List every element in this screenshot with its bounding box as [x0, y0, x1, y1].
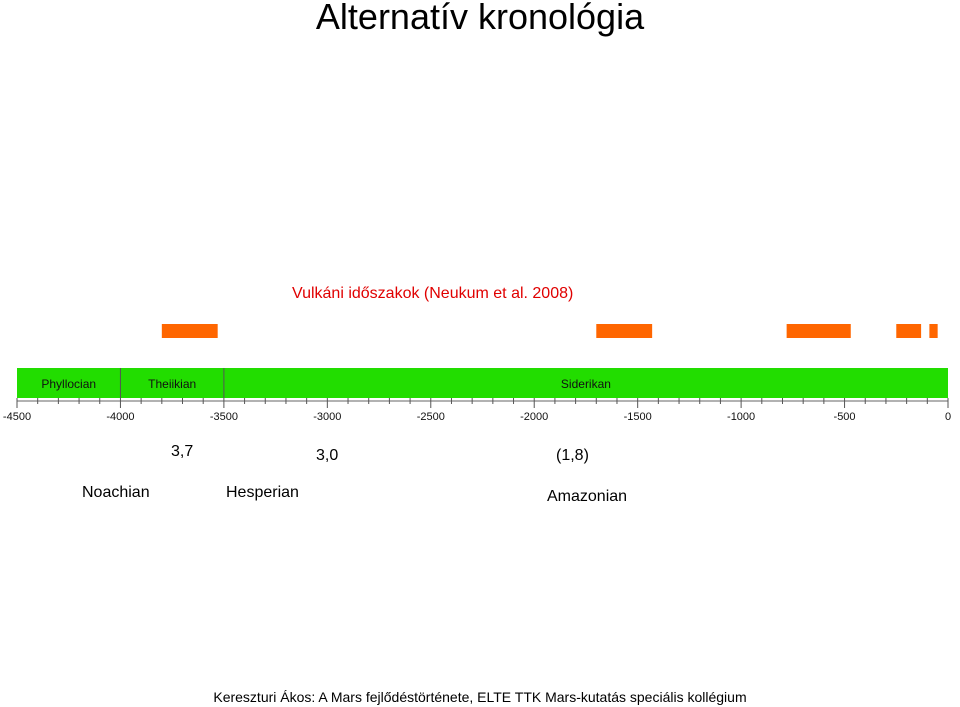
- era-timeline-bar: [17, 368, 948, 398]
- volcanic-periods-label: Vulkáni időszakok (Neukum et al. 2008): [292, 285, 574, 302]
- tick-label: -3500: [209, 411, 238, 423]
- era-label-theiikian: Theiikian: [148, 377, 197, 391]
- period-label-amazonian: Amazonian: [547, 488, 628, 505]
- boundary-label-3-7: 3,7: [171, 443, 194, 460]
- volcanic-period-4: [896, 324, 921, 338]
- tick-label: -1500: [623, 411, 652, 423]
- tick-label: -4500: [2, 411, 32, 423]
- period-label-noachian: Noachian: [82, 484, 150, 501]
- tick-label: -1000: [727, 411, 756, 423]
- volcanic-period-2: [596, 324, 652, 338]
- timeline-axis: [3, 398, 951, 423]
- volcanic-period-5: [929, 324, 937, 338]
- tick-label: 0: [944, 411, 952, 423]
- volcanic-period-1: [162, 324, 218, 338]
- tick-label: -2000: [520, 411, 549, 423]
- tick-label: -3000: [313, 411, 342, 423]
- boundary-label-1-8: (1,8): [556, 447, 589, 464]
- tick-label: -2500: [416, 411, 445, 423]
- era-label-phyllocian: Phyllocian: [41, 377, 97, 391]
- footer-credit: Kereszturi Ákos: A Mars fejlődéstörténete, ELTE TTK Mars-kutatás speciális kollégium: [213, 689, 747, 705]
- slide-title: Alternatív kronológia: [315, 0, 645, 37]
- volcanic-period-3: [787, 324, 851, 338]
- era-label-siderikan: Siderikan: [560, 377, 611, 391]
- boundary-label-3-0: 3,0: [316, 447, 339, 464]
- tick-label: -500: [833, 411, 856, 423]
- volcanic-periods: [162, 324, 938, 338]
- period-label-hesperian: Hesperian: [226, 484, 299, 501]
- tick-label: -4000: [106, 411, 135, 423]
